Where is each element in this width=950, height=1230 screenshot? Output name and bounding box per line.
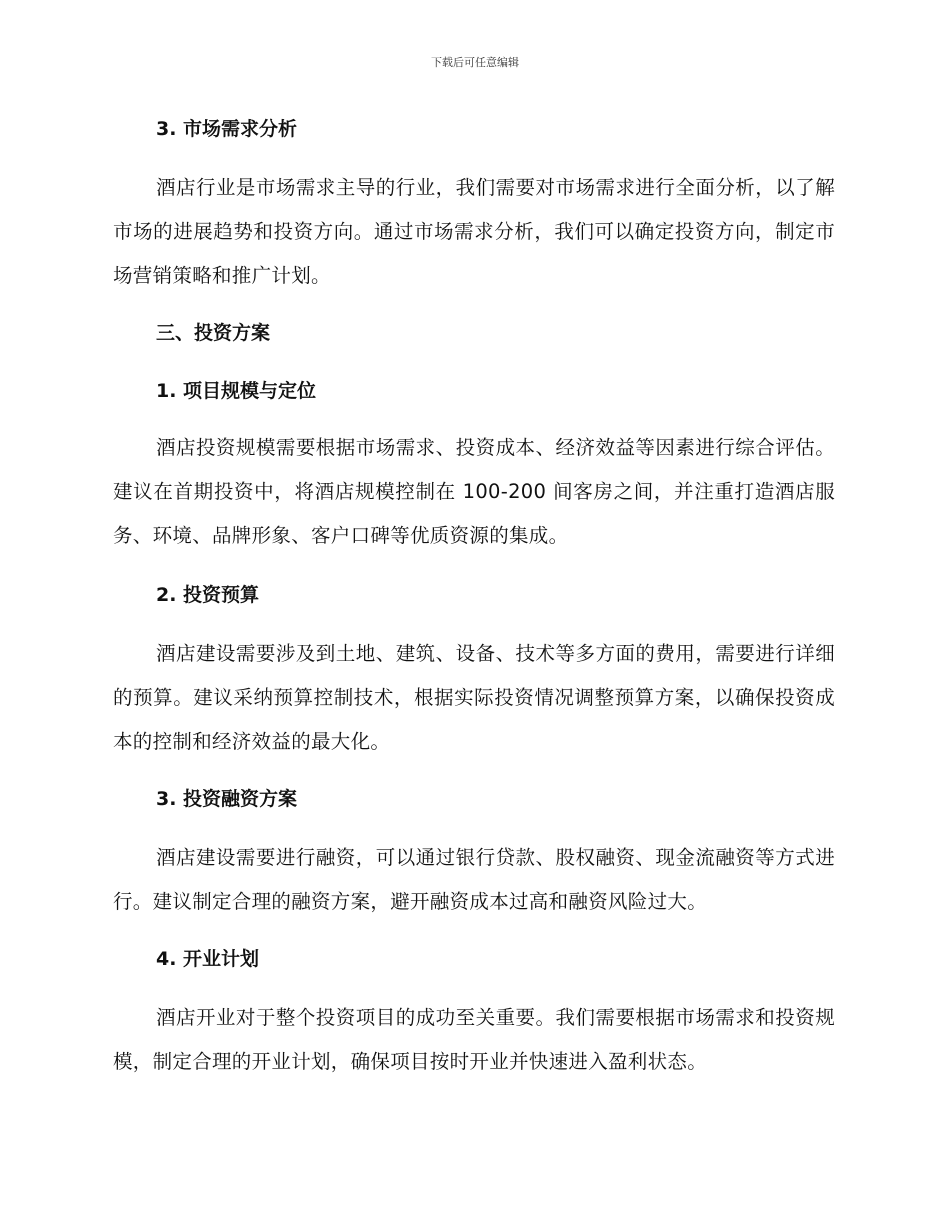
heading-investment-plan: 三、投资方案 (156, 322, 271, 344)
heading-budget: 2. 投资预算 (156, 584, 260, 606)
paragraph-budget: 酒店建设需要涉及到土地、建筑、设备、技术等多方面的费用，需要进行详细的预算。建议采纳预算控制技术，根据实际投资情况调整预算方案，以确保投资成本的控制和经济效益的最大化。 (113, 642, 835, 753)
heading-market-demand: 3. 市场需求分析 (156, 118, 298, 140)
paragraph-opening: 酒店开业对于整个投资项目的成功至关重要。我们需要根据市场需求和投资规模，制定合理的开业计划，确保项目按时开业并快速进入盈利状态。 (113, 1006, 835, 1073)
header-note: 下载后可任意编辑 (431, 56, 519, 69)
heading-scale: 1. 项目规模与定位 (156, 380, 317, 402)
paragraph-scale: 酒店投资规模需要根据市场需求、投资成本、经济效益等因素进行综合评估。建议在首期投资中，将酒店规模控制在 100-200 间客房之间，并注重打造酒店服务、环境、品牌形象、客户口碑等优质资源的集成。 (113, 436, 835, 547)
paragraph-market-demand: 酒店行业是市场需求主导的行业，我们需要对市场需求进行全面分析，以了解市场的进展趋势和投资方向。通过市场需求分析，我们可以确定投资方向，制定市场营销策略和推广计划。 (113, 176, 835, 287)
heading-opening: 4. 开业计划 (156, 948, 260, 970)
paragraph-financing: 酒店建设需要进行融资，可以通过银行贷款、股权融资、现金流融资等方式进行。建议制定合理的融资方案，避开融资成本过高和融资风险过大。 (113, 846, 835, 913)
heading-financing: 3. 投资融资方案 (156, 788, 298, 810)
